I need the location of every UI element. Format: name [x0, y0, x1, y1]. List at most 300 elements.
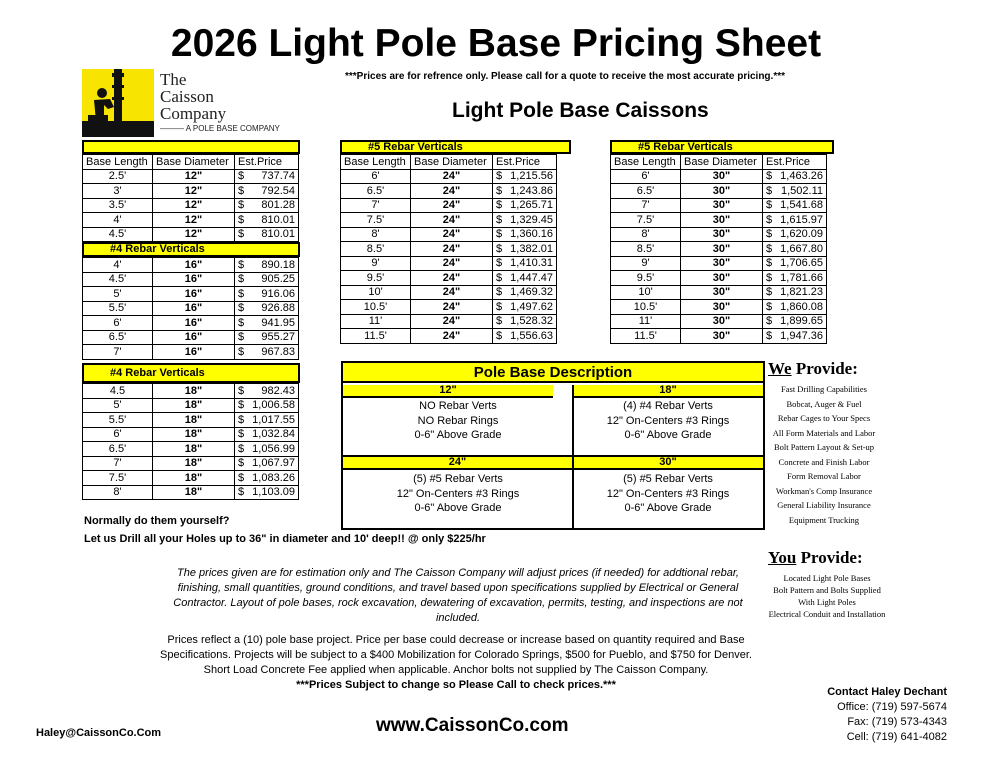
base-length-cell: 8.5' [611, 242, 681, 257]
price-value: 1,067.97 [252, 457, 295, 470]
estimation-disclaimer: The prices given are for estimation only and The Caisson Company will adjust prices (if needed) for addtional rebar, finishing, small quantities, ground conditions, and travel based upon specifications supplied by Electrical or General Contractor. Layout of pole bases, rock excavation, dewatering of excavation, permits, testing, and inspections are not included. [173, 567, 743, 624]
base-length-cell: 5' [83, 398, 153, 413]
base-diameter-cell: 30" [681, 184, 763, 199]
currency-symbol: $ [238, 258, 245, 271]
base-length-cell: 9' [611, 256, 681, 271]
base-diameter-cell: 30" [681, 213, 763, 228]
price-value: 1,329.45 [510, 213, 553, 226]
table-row [83, 413, 299, 428]
price-value: 1,620.09 [780, 228, 823, 241]
list-item: Form Removal Labor [787, 471, 861, 481]
we-provide-list [768, 382, 880, 527]
column-header-diameter: Base Diameter [153, 155, 235, 170]
base-length-cell: 6.5' [83, 330, 153, 345]
base-diameter-cell: 24" [411, 256, 493, 271]
base-diameter-cell: 30" [681, 314, 763, 329]
price-value: 926.88 [261, 302, 295, 315]
pricing-terms: Prices reflect a (10) pole base project. Price per base could decrease or increase based on quantity required and Base Specifications. Projects will be subject to a $400 Mobilization for Colorado Springs, $500 for Pueblo, and $750 for Denver. Short Load Concrete Fee applied when applicable. Anchor bolts not supplied by The Caisson Company. ***Prices Subject to change so Please Call to check prices.*** [150, 633, 762, 693]
list-item: Equipment Trucking [788, 514, 860, 525]
base-length-cell: 5.5' [83, 301, 153, 316]
desc-body-12: NO Rebar Verts NO Rebar Rings 0-6" Above Grade [414, 400, 502, 441]
price-cell [493, 213, 557, 228]
price-cell [493, 184, 557, 199]
table-row [83, 272, 299, 287]
table-row [83, 198, 299, 213]
list-item: Electrical Conduit and Installation [768, 609, 886, 619]
price-value: 1,615.97 [780, 213, 823, 226]
table-row [83, 456, 299, 471]
table-row [611, 329, 827, 344]
base-length-cell: 10.5' [341, 300, 411, 315]
price-value: 810.01 [261, 228, 295, 241]
currency-symbol: $ [238, 287, 245, 300]
currency-symbol: $ [238, 413, 245, 426]
currency-symbol: $ [238, 302, 245, 315]
logo-tagline: ——— A POLE BASE COMPANY [160, 124, 280, 133]
table-row [83, 258, 299, 273]
price-cell [235, 485, 299, 500]
currency-symbol: $ [766, 300, 773, 313]
promo-line-1: Normally do them yourself? [84, 515, 230, 527]
list-item: General Liability Insurance [777, 500, 871, 510]
currency-symbol: $ [496, 300, 503, 313]
base-length-cell: 6.5' [341, 184, 411, 199]
base-diameter-cell: 30" [681, 329, 763, 344]
base-diameter-cell: 30" [681, 256, 763, 271]
base-diameter-cell: 12" [153, 169, 235, 184]
price-cell [235, 213, 299, 228]
price-value: 1,556.63 [510, 329, 553, 342]
base-diameter-cell: 24" [411, 198, 493, 213]
list-item: Located Light Pole Bases [783, 573, 871, 583]
base-diameter-cell: 24" [411, 329, 493, 344]
currency-symbol: $ [238, 273, 245, 286]
price-value: 792.54 [261, 184, 295, 197]
table2-heading: #5 Rebar Verticals [340, 140, 571, 154]
base-diameter-cell: 24" [411, 314, 493, 329]
price-cell [493, 285, 557, 300]
price-value: 1,502.11 [780, 184, 823, 197]
currency-symbol: $ [238, 184, 245, 197]
currency-symbol: $ [238, 316, 245, 329]
table-row [83, 442, 299, 457]
base-length-cell: 6.5' [83, 442, 153, 457]
currency-symbol: $ [766, 286, 773, 299]
base-length-cell: 8.5' [341, 242, 411, 257]
base-diameter-cell: 24" [411, 300, 493, 315]
currency-symbol: $ [238, 457, 245, 470]
contact-fax: Fax: (719) 573-4343 [847, 716, 947, 728]
table-header-row [611, 155, 827, 170]
price-cell [235, 345, 299, 360]
desc-divider-v [572, 385, 574, 530]
table-row [341, 198, 557, 213]
base-diameter-cell: 18" [153, 413, 235, 428]
table-row [611, 271, 827, 286]
logo-line-2: Caisson [160, 87, 214, 106]
base-diameter-cell: 24" [411, 213, 493, 228]
contact-email[interactable]: Haley@CaissonCo.Com [36, 727, 162, 739]
base-length-cell: 5' [83, 287, 153, 302]
driller-logo-icon [82, 69, 154, 137]
table-row [83, 485, 299, 500]
price-value: 1,032.84 [252, 428, 295, 441]
price-cell [235, 427, 299, 442]
base-length-cell: 11' [341, 314, 411, 329]
currency-symbol: $ [238, 428, 245, 441]
base-diameter-cell: 30" [681, 300, 763, 315]
price-value: 890.18 [261, 258, 295, 271]
price-table-24in [340, 154, 557, 344]
price-cell [235, 471, 299, 486]
price-value: 1,706.65 [780, 257, 823, 270]
price-cell [763, 242, 827, 257]
price-cell [493, 314, 557, 329]
currency-symbol: $ [238, 331, 245, 344]
column-header-price: Est.Price [235, 155, 299, 170]
table-row [83, 427, 299, 442]
base-diameter-cell: 12" [153, 198, 235, 213]
table-row [83, 471, 299, 486]
table-row [341, 314, 557, 329]
list-item: With Light Poles [798, 597, 856, 607]
table3-heading: #5 Rebar Verticals [610, 140, 834, 154]
desc-body-18: (4) #4 Rebar Verts 12" On-Centers #3 Rings 0-6" Above Grade [606, 400, 730, 441]
base-diameter-cell: 30" [681, 242, 763, 257]
table-row [611, 227, 827, 242]
base-diameter-cell: 18" [153, 471, 235, 486]
base-length-cell: 10.5' [611, 300, 681, 315]
price-cell [235, 384, 299, 399]
price-cell [235, 169, 299, 184]
price-cell [235, 442, 299, 457]
price-cell [235, 184, 299, 199]
table-row [83, 301, 299, 316]
price-value: 1,899.65 [780, 315, 823, 328]
website-link[interactable]: www.CaissonCo.com [376, 715, 569, 736]
price-value: 1,447.47 [510, 271, 553, 284]
company-logo [82, 69, 304, 137]
base-length-cell: 8' [611, 227, 681, 242]
base-length-cell: 9.5' [341, 271, 411, 286]
base-diameter-cell: 16" [153, 345, 235, 360]
base-length-cell: 3.5' [83, 198, 153, 213]
base-length-cell: 7' [341, 198, 411, 213]
price-value: 1,947.36 [780, 329, 823, 342]
base-diameter-cell: 16" [153, 258, 235, 273]
base-length-cell: 8' [83, 485, 153, 500]
price-cell [235, 330, 299, 345]
price-cell [235, 456, 299, 471]
table-row [611, 169, 827, 184]
currency-symbol: $ [238, 345, 245, 358]
table-row [611, 184, 827, 199]
table-row [611, 242, 827, 257]
price-cell [235, 398, 299, 413]
price-cell [235, 198, 299, 213]
table-row [341, 300, 557, 315]
base-diameter-cell: 30" [681, 198, 763, 213]
column-header-length: Base Length [341, 155, 411, 170]
price-cell [763, 169, 827, 184]
list-item: Concrete and Finish Labor [778, 456, 870, 467]
price-cell [763, 213, 827, 228]
table-row [341, 227, 557, 242]
table-row [83, 227, 299, 242]
price-cell [763, 227, 827, 242]
table-row [83, 287, 299, 302]
price-value: 982.43 [261, 384, 295, 397]
price-cell [235, 227, 299, 242]
price-cell [493, 256, 557, 271]
price-value: 916.06 [261, 287, 295, 300]
price-value: 1,410.31 [510, 257, 553, 270]
currency-symbol: $ [496, 199, 503, 212]
column-header-length: Base Length [83, 155, 153, 170]
price-value: 1,541.68 [780, 199, 823, 212]
currency-symbol: $ [766, 271, 773, 284]
price-value: 1,243.86 [510, 184, 553, 197]
price-value: 967.83 [261, 345, 295, 358]
table-row [341, 184, 557, 199]
table-row [611, 213, 827, 228]
logo-line-1: The [160, 70, 187, 89]
description-title: Pole Base Description [343, 363, 763, 383]
table-row [83, 169, 299, 184]
base-length-cell: 7.5' [341, 213, 411, 228]
table1-section-18in: #4 Rebar Verticals [82, 363, 300, 383]
you-provide-list [762, 572, 892, 620]
table-row [341, 271, 557, 286]
base-diameter-cell: 30" [681, 227, 763, 242]
base-length-cell: 4.5 [83, 384, 153, 399]
price-value: 1,265.71 [510, 199, 553, 212]
price-value: 1,056.99 [252, 442, 295, 455]
base-diameter-cell: 18" [153, 398, 235, 413]
base-diameter-cell: 30" [681, 271, 763, 286]
base-length-cell: 6' [341, 169, 411, 184]
currency-symbol: $ [766, 228, 773, 241]
price-value: 1,860.08 [780, 300, 823, 313]
base-length-cell: 6' [83, 316, 153, 331]
base-length-cell: 4.5' [83, 227, 153, 242]
contact-block [827, 685, 947, 745]
base-diameter-cell: 18" [153, 456, 235, 471]
base-diameter-cell: 24" [411, 169, 493, 184]
table-row [341, 285, 557, 300]
base-length-cell: 5.5' [83, 413, 153, 428]
base-diameter-cell: 18" [153, 442, 235, 457]
reference-note: ***Prices are for refrence only. Please call for a quote to receive the most accurate pricing.*** [345, 71, 785, 82]
base-length-cell: 4' [83, 213, 153, 228]
price-table-16in [82, 257, 299, 360]
base-diameter-cell: 24" [411, 184, 493, 199]
base-diameter-cell: 30" [681, 285, 763, 300]
price-value: 1,382.01 [510, 242, 553, 255]
price-cell [493, 329, 557, 344]
list-item: Bolt Pattern Layout & Set-up [773, 442, 875, 452]
contact-name: Contact Haley Dechant [827, 686, 947, 698]
table-row [83, 184, 299, 199]
currency-symbol: $ [496, 329, 503, 342]
currency-symbol: $ [766, 184, 773, 197]
currency-symbol: $ [238, 384, 245, 397]
currency-symbol: $ [766, 213, 773, 226]
table-header-row [83, 155, 299, 170]
price-cell [763, 285, 827, 300]
price-value: 1,528.32 [510, 315, 553, 328]
base-diameter-cell: 12" [153, 184, 235, 199]
desc-head-12: 12" [343, 385, 553, 398]
base-length-cell: 11.5' [611, 329, 681, 344]
contact-cell: Cell: (719) 641-4082 [846, 731, 947, 743]
currency-symbol: $ [496, 228, 503, 241]
currency-symbol: $ [496, 271, 503, 284]
page-title: 2026 Light Pole Base Pricing Sheet [170, 22, 822, 65]
price-cell [763, 329, 827, 344]
base-length-cell: 6' [611, 169, 681, 184]
price-cell [493, 242, 557, 257]
base-length-cell: 7.5' [83, 471, 153, 486]
table-row [341, 169, 557, 184]
currency-symbol: $ [238, 399, 245, 412]
price-cell [235, 258, 299, 273]
base-diameter-cell: 18" [153, 384, 235, 399]
price-value: 810.01 [261, 213, 295, 226]
column-header-length: Base Length [611, 155, 681, 170]
column-header-price: Est.Price [493, 155, 557, 170]
currency-symbol: $ [238, 442, 245, 455]
currency-symbol: $ [766, 199, 773, 212]
table-row [611, 256, 827, 271]
price-table-12in [82, 154, 299, 242]
price-table-30in [610, 154, 827, 344]
price-cell [235, 301, 299, 316]
currency-symbol: $ [238, 213, 245, 226]
desc-head-18: 18" [573, 385, 763, 398]
base-diameter-cell: 16" [153, 287, 235, 302]
table-row [611, 314, 827, 329]
base-diameter-cell: 24" [411, 242, 493, 257]
price-cell [235, 413, 299, 428]
price-value: 1,017.55 [252, 413, 295, 426]
price-cell [235, 287, 299, 302]
table-row [611, 300, 827, 315]
price-value: 905.25 [261, 273, 295, 286]
price-cell [493, 227, 557, 242]
base-length-cell: 7.5' [611, 213, 681, 228]
table-row [83, 330, 299, 345]
desc-head-30: 30" [573, 457, 763, 470]
price-value: 941.95 [261, 316, 295, 329]
base-length-cell: 9.5' [611, 271, 681, 286]
table-row [611, 285, 827, 300]
price-value: 955.27 [261, 331, 295, 344]
base-diameter-cell: 18" [153, 427, 235, 442]
price-value: 1,006.58 [252, 399, 295, 412]
base-diameter-cell: 12" [153, 227, 235, 242]
base-diameter-cell: 16" [153, 330, 235, 345]
table-row [341, 256, 557, 271]
base-length-cell: 10' [341, 285, 411, 300]
base-diameter-cell: 12" [153, 213, 235, 228]
currency-symbol: $ [238, 170, 245, 183]
base-diameter-cell: 16" [153, 272, 235, 287]
base-length-cell: 9' [341, 256, 411, 271]
price-cell [493, 300, 557, 315]
base-diameter-cell: 30" [681, 169, 763, 184]
desc-body-24: (5) #5 Rebar Verts 12" On-Centers #3 Rings 0-6" Above Grade [396, 473, 520, 514]
base-diameter-cell: 16" [153, 301, 235, 316]
table-row [83, 384, 299, 399]
price-cell [763, 271, 827, 286]
base-diameter-cell: 18" [153, 485, 235, 500]
price-value: 737.74 [261, 170, 295, 183]
price-value: 1,781.66 [780, 271, 823, 284]
desc-body-30: (5) #5 Rebar Verts 12" On-Centers #3 Rings 0-6" Above Grade [606, 473, 730, 514]
currency-symbol: $ [766, 257, 773, 270]
desc-head-24: 24" [343, 457, 572, 470]
table-row [83, 345, 299, 360]
currency-symbol: $ [496, 213, 503, 226]
section-subtitle: Light Pole Base Caissons [452, 99, 709, 122]
column-header-diameter: Base Diameter [411, 155, 493, 170]
list-item: Fast Drilling Capabilities [781, 384, 867, 394]
base-length-cell: 6' [83, 427, 153, 442]
base-diameter-cell: 24" [411, 271, 493, 286]
price-cell [493, 271, 557, 286]
table-row [341, 213, 557, 228]
base-diameter-cell: 24" [411, 227, 493, 242]
price-cell [763, 198, 827, 213]
logo-line-3: Company [160, 104, 227, 123]
price-value: 1,360.16 [510, 228, 553, 241]
column-header-diameter: Base Diameter [681, 155, 763, 170]
currency-symbol: $ [766, 170, 773, 183]
base-length-cell: 2.5' [83, 169, 153, 184]
currency-symbol: $ [238, 471, 245, 484]
you-provide-heading: You Provide: [768, 548, 863, 567]
price-cell [763, 184, 827, 199]
price-table-18in [82, 383, 299, 500]
currency-symbol: $ [766, 242, 773, 255]
table-row [83, 213, 299, 228]
table-header-row [341, 155, 557, 170]
price-value: 1,215.56 [510, 170, 553, 183]
price-value: 1,469.32 [510, 286, 553, 299]
currency-symbol: $ [238, 199, 245, 212]
base-length-cell: 10' [611, 285, 681, 300]
table-row [611, 198, 827, 213]
price-value: 1,497.62 [510, 300, 553, 313]
price-cell [763, 314, 827, 329]
price-cell [493, 198, 557, 213]
price-cell [493, 169, 557, 184]
table1-section-16in: #4 Rebar Verticals [82, 242, 300, 257]
table-row [341, 329, 557, 344]
currency-symbol: $ [766, 329, 773, 342]
list-item: Rebar Cages to Your Specs [777, 413, 871, 423]
we-provide-heading: We Provide: [768, 359, 858, 378]
price-value: 1,083.26 [252, 471, 295, 484]
column-header-price: Est.Price [763, 155, 827, 170]
base-length-cell: 4' [83, 258, 153, 273]
base-length-cell: 6.5' [611, 184, 681, 199]
table-row [83, 316, 299, 331]
table1-top-bar [82, 140, 300, 154]
currency-symbol: $ [496, 170, 503, 183]
base-length-cell: 11.5' [341, 329, 411, 344]
